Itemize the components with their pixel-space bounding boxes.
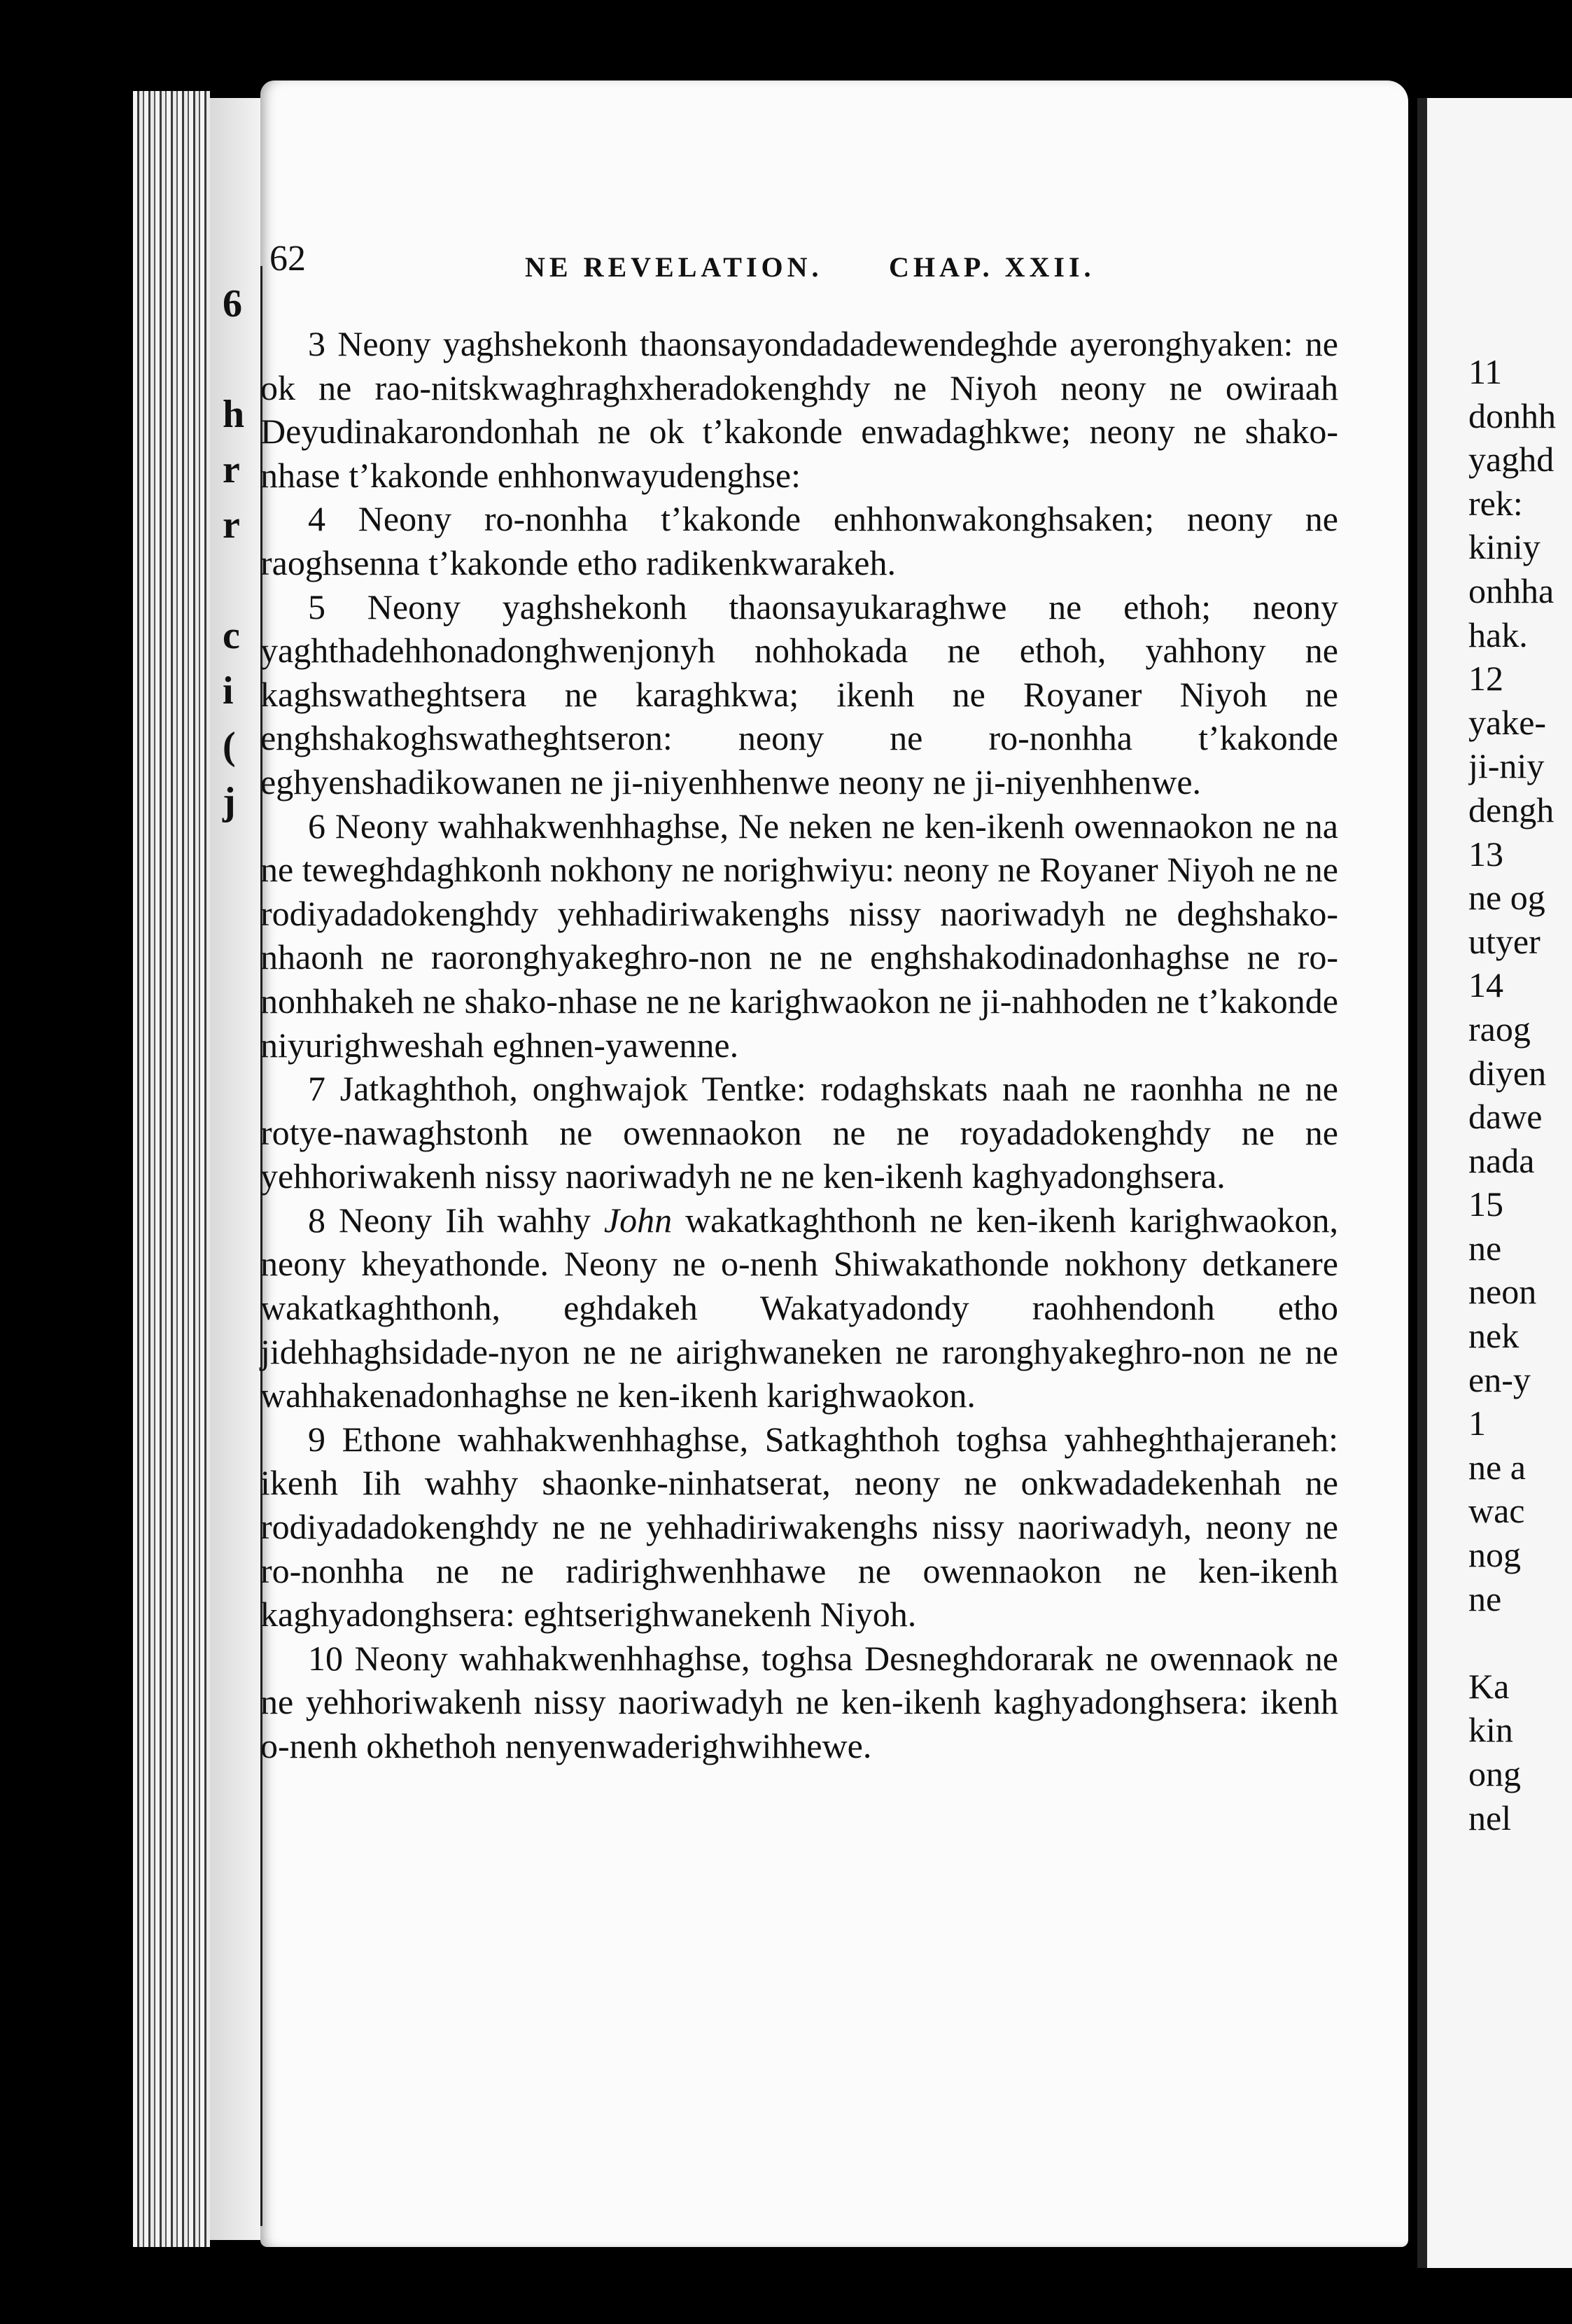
running-head-chapter: CHAP. XXII. xyxy=(889,251,1095,283)
verse-text: Neony wahhakwenhhaghse, toghsa Desneghdorarak ne owennaok ne ne yehhoriwakenh nissy naoriwadyh ne ken-ikenh kaghyadonghsera: ikenh o-nenh okhethoh nenyenwaderighwihhewe. xyxy=(260,1638,1338,1765)
margin-fragment: en-y xyxy=(1468,1359,1531,1399)
verse xyxy=(260,322,1338,497)
running-head xyxy=(269,238,1151,287)
margin-fragment: ne a xyxy=(1468,1447,1526,1487)
verse xyxy=(260,1418,1338,1637)
verse-text: Neony yaghshekonh thaonsayukaraghwe ne ethoh; neony yaghthadehhonadonghwenjonyh nohhokada ne ethoh, yahhony ne kaghswatheghtsera ne karaghkwa; ikenh ne Royaner Niyoh ne enghshakoghswatheghtseron: neony ne ro-nonhha t’kakonde eghyenshadikowanen ne ji-niyenhhenwe neony ne ji-niyenhhenwe. xyxy=(260,587,1339,802)
verse-text: Neony wahhakwenhhaghse, Ne neken ne ken-ikenh owennaokon ne na ne teweghdaghkonh nokhony ne norighwiyu: neony ne Royaner Niyoh ne ne rodiyadadokenghdy yehhadiriwakenghs nissy naoriwadyh ne deghshako-nhaonh ne raoronghyakeghro-non ne ne enghshakodinadonhaghse ne ro-nonhhakeh ne shako-nhase ne ne karighwaokon ne ji-nahhoden ne t’kakonde niyurighweshah eghnen-yawenne. xyxy=(260,806,1338,1065)
margin-fragment: i xyxy=(223,669,234,713)
verse xyxy=(260,497,1338,584)
margin-fragment xyxy=(223,553,265,608)
verse-text: Ethone wahhakwenhhaghse, Satkaghthoh toghsa yahheghthajeraneh: ikenh Iih wahhy shaonke-ninhatserat, neony ne onkwadadekenhah ne rodiyadadokenghdy ne ne yehhadiriwakenghs nissy naoriwadyh, neony ne ro-nonhha ne ne radirighwenhhawe ne owennaokon ne ken-ikenh kaghyadonghsera: eghtserighwanekenh Niyoh. xyxy=(260,1419,1339,1634)
margin-fragment: 12 xyxy=(1468,659,1503,699)
verse-number: 4 xyxy=(308,499,325,539)
margin-fragment: donhh xyxy=(1468,396,1556,435)
verse-number: 3 xyxy=(308,324,325,363)
margin-fragment: 14 xyxy=(1468,965,1503,1005)
margin-fragment: h xyxy=(223,393,245,436)
margin-fragment: nog xyxy=(1468,1535,1521,1575)
margin-fragment: ne xyxy=(1468,1228,1502,1268)
margin-fragment: r xyxy=(223,448,240,491)
margin-fragment: onhha xyxy=(1468,570,1555,610)
margin-fragment: nek xyxy=(1468,1316,1520,1356)
margin-fragment: Ka xyxy=(1468,1666,1510,1706)
margin-fragment: 15 xyxy=(1468,1184,1503,1224)
margin-fragment: j xyxy=(223,780,236,823)
margin-fragment xyxy=(223,332,265,387)
verse xyxy=(260,1198,1338,1418)
verse-text: Jatkaghthoh, onghwajok Tentke: rodaghskats naah ne raonhha ne ne rotye-nawaghstonh ne owennaokon ne ne royadadokenghdy ne ne yehhoriwakenh nissy naoriwadyh ne ne ken-ikenh kaghyadonghsera. xyxy=(260,1069,1338,1196)
margin-fragment: 6 xyxy=(223,282,242,326)
margin-fragment: r xyxy=(223,503,240,547)
margin-fragment: ne og xyxy=(1468,878,1545,918)
verse-number: 6 xyxy=(308,806,325,846)
verse xyxy=(260,1067,1338,1198)
margin-fragment xyxy=(1468,1620,1572,1665)
verse-text-before: Neony Iih wahhy xyxy=(338,1200,604,1240)
margin-fragment: nel xyxy=(1468,1798,1512,1837)
margin-fragment: kiniy xyxy=(1468,527,1541,567)
margin-fragment: diyen xyxy=(1468,1053,1547,1093)
margin-fragment: wac xyxy=(1468,1491,1525,1531)
margin-fragment: utyer xyxy=(1468,921,1541,961)
previous-page-fragments xyxy=(223,276,265,830)
margin-fragment: dawe xyxy=(1468,1097,1543,1137)
verse-italic-name: John xyxy=(603,1200,673,1240)
verse xyxy=(260,1637,1338,1768)
margin-fragment: ong xyxy=(1468,1754,1521,1793)
verse-number: 5 xyxy=(308,587,325,626)
body-text xyxy=(260,322,1338,1768)
margin-fragment: c xyxy=(223,614,240,657)
margin-fragment: hak. xyxy=(1468,615,1528,654)
page-edges xyxy=(133,91,210,2247)
margin-fragment: 13 xyxy=(1468,834,1503,874)
verse-number: 10 xyxy=(308,1638,343,1678)
verse-text-after: wakatkaghthonh ne ken-ikenh karighwaokon, neony kheyathonde. Neony ne o-nenh Shiwakathonde nokhony detkanere wakatkaghthonh, eghdakeh Wakatyadondy raohhendonh etho jidehhaghsidade-nyon ne ne airighwaneken ne raronghyakeghro-non ne ne wahhakenadonhaghse ne ken-ikenh karighwaokon. xyxy=(260,1200,1339,1415)
margin-fragment: 1 xyxy=(1468,1404,1486,1443)
margin-fragment: ne xyxy=(1468,1578,1502,1618)
margin-fragment: dengh xyxy=(1468,790,1555,830)
verse-number: 8 xyxy=(308,1200,325,1240)
margin-fragment: 11 xyxy=(1468,352,1503,391)
margin-fragment: rek: xyxy=(1468,483,1523,523)
verse-number: 9 xyxy=(308,1419,325,1459)
verse-text: Neony ro-nonhha t’kakonde enhhonwakonghsaken; neony ne raoghsenna t’kakonde etho radikenkwarakeh. xyxy=(260,499,1338,582)
verse-number: 7 xyxy=(308,1069,325,1109)
margin-fragment: ( xyxy=(223,724,236,768)
margin-fragment: nada xyxy=(1468,1140,1535,1180)
margin-fragment: ji-niy xyxy=(1468,746,1545,786)
verse xyxy=(260,804,1338,1068)
running-head-title: NE REVELATION. xyxy=(525,251,823,283)
next-page-fragments xyxy=(1468,350,1572,1840)
margin-fragment: raog xyxy=(1468,1009,1531,1049)
margin-fragment: yake- xyxy=(1468,702,1547,742)
page-number: 62 xyxy=(269,239,306,279)
margin-fragment: kin xyxy=(1468,1710,1513,1750)
margin-fragment: yaghd xyxy=(1468,440,1555,479)
margin-fragment: neon xyxy=(1468,1272,1537,1312)
verse-text: Neony yaghshekonh thaonsayondadadewendeghde ayeronghyaken: ne ok ne rao-nitskwaghraghxheradokenghdy ne Niyoh neony ne owiraah Deyudinakarondonhah ne ok t’kakonde enwadaghkwe; neony ne shako-nhase t’kakonde enhhonwayudenghse: xyxy=(260,324,1339,495)
verse xyxy=(260,585,1338,804)
